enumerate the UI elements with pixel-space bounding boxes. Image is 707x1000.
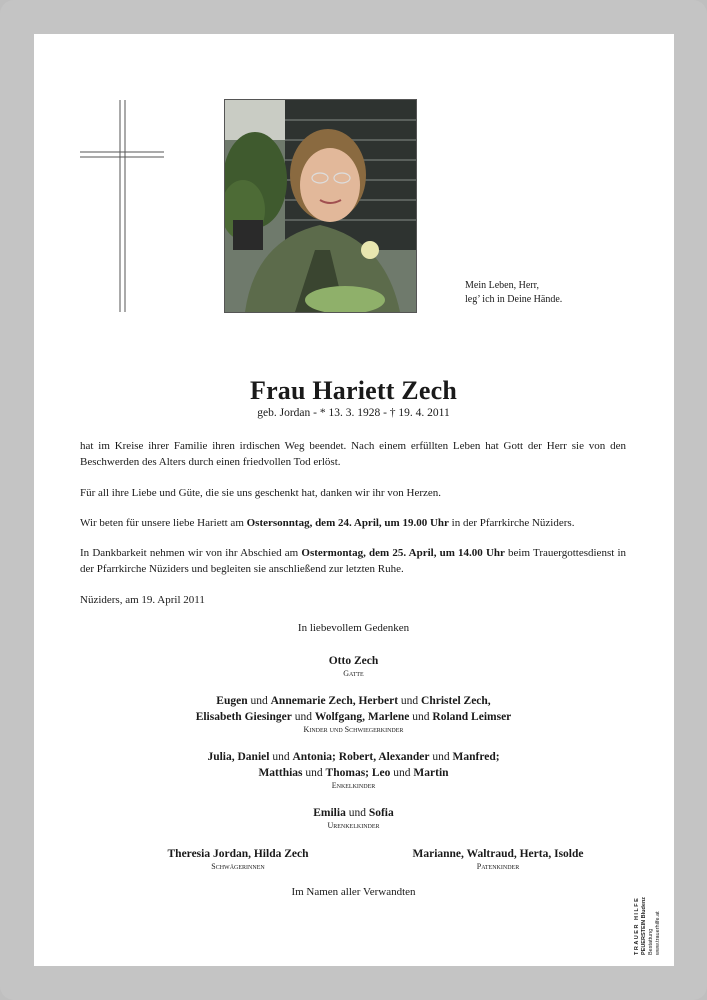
verse: [465, 279, 562, 307]
funeral-date: Ostermontag, dem 25. April, um 14.00 Uhr: [301, 547, 505, 559]
closing-line: Im Namen aller Verwandten: [291, 886, 416, 898]
children-block: Eugen und Annemarie Zech, Herbert und Christel Zech, Elisabeth Giesinger und Wolfgang, Marlene und Roland Leimser Kinder und Schwiegerkinder: [0, 693, 707, 734]
thanks-paragraph: Für all ihre Liebe und Güte, die sie uns geschenkt hat, danken wir ihr von Herzen.: [80, 487, 442, 499]
deceased-name: Frau Hariett Zech: [249, 376, 457, 405]
place-date: Nüziders, am 19. April 2011: [80, 594, 205, 606]
verse-line-1: Mein Leben, Herr,: [465, 280, 540, 291]
grandchildren-block: Julia, Daniel und Antonia; Robert, Alexander und Manfred; Matthias und Thomas; Leo und Martin Enkelkinder: [0, 749, 707, 790]
grandchildren-label: Enkelkinder: [331, 781, 376, 790]
prayer-paragraph: Wir beten für unsere liebe Hariett am Ostersonntag, dem 24. April, um 19.00 Uhr in der Pfarrkirche Nüziders.: [80, 517, 575, 529]
announcement-paragraph: hat im Kreise ihrer Familie ihren irdischen Weg beendet. Nach einem erfüllten Leben hat Gott der Herr sie von den Beschwerden des Alters durch einen friedvollen Tod erlöst.: [80, 440, 626, 468]
mourners-intro: In liebevollem Gedenken: [297, 622, 410, 634]
portrait-photo: [224, 99, 417, 313]
husband-label: Gatte: [343, 669, 364, 678]
prayer-date: Ostersonntag, dem 24. April, um 19.00 Uhr: [246, 517, 449, 529]
verse-line-2: leg’ ich in Deine Hände.: [465, 294, 563, 305]
husband-block: [0, 653, 707, 678]
children-label: Kinder und Schwiegerkinder: [303, 725, 404, 734]
deceased-dates: geb. Jordan - * 13. 3. 1928 - † 19. 4. 2011: [257, 407, 450, 419]
husband-name: Otto Zech: [328, 655, 379, 667]
sisters-in-law-block: Theresia Jordan, Hilda Zech Schwägerinnen: [167, 848, 309, 871]
greatgrandchildren-label: Urenkelkinder: [327, 821, 380, 830]
greatgrandchildren-block: Emilia und Sofia Urenkelkinder: [0, 805, 707, 830]
godchildren-block: Marianne, Waltraud, Herta, Isolde Patenkinder: [412, 848, 584, 871]
cross-icon: [80, 100, 164, 312]
funeral-paragraph: In Dankbarkeit nehmen wir von ihr Abschied am Ostermontag, dem 25. April, um 14.00 Uhr beim Trauergottesdienst in der Pfarrkirche Nüziders und begleiten sie anschließend zur letzten Ruhe.: [80, 547, 626, 575]
funeral-home-logo: TRAUER HILFE PEUERSTEIN Bludenz Bestattung www.trauerhilfe.at: [634, 896, 661, 955]
